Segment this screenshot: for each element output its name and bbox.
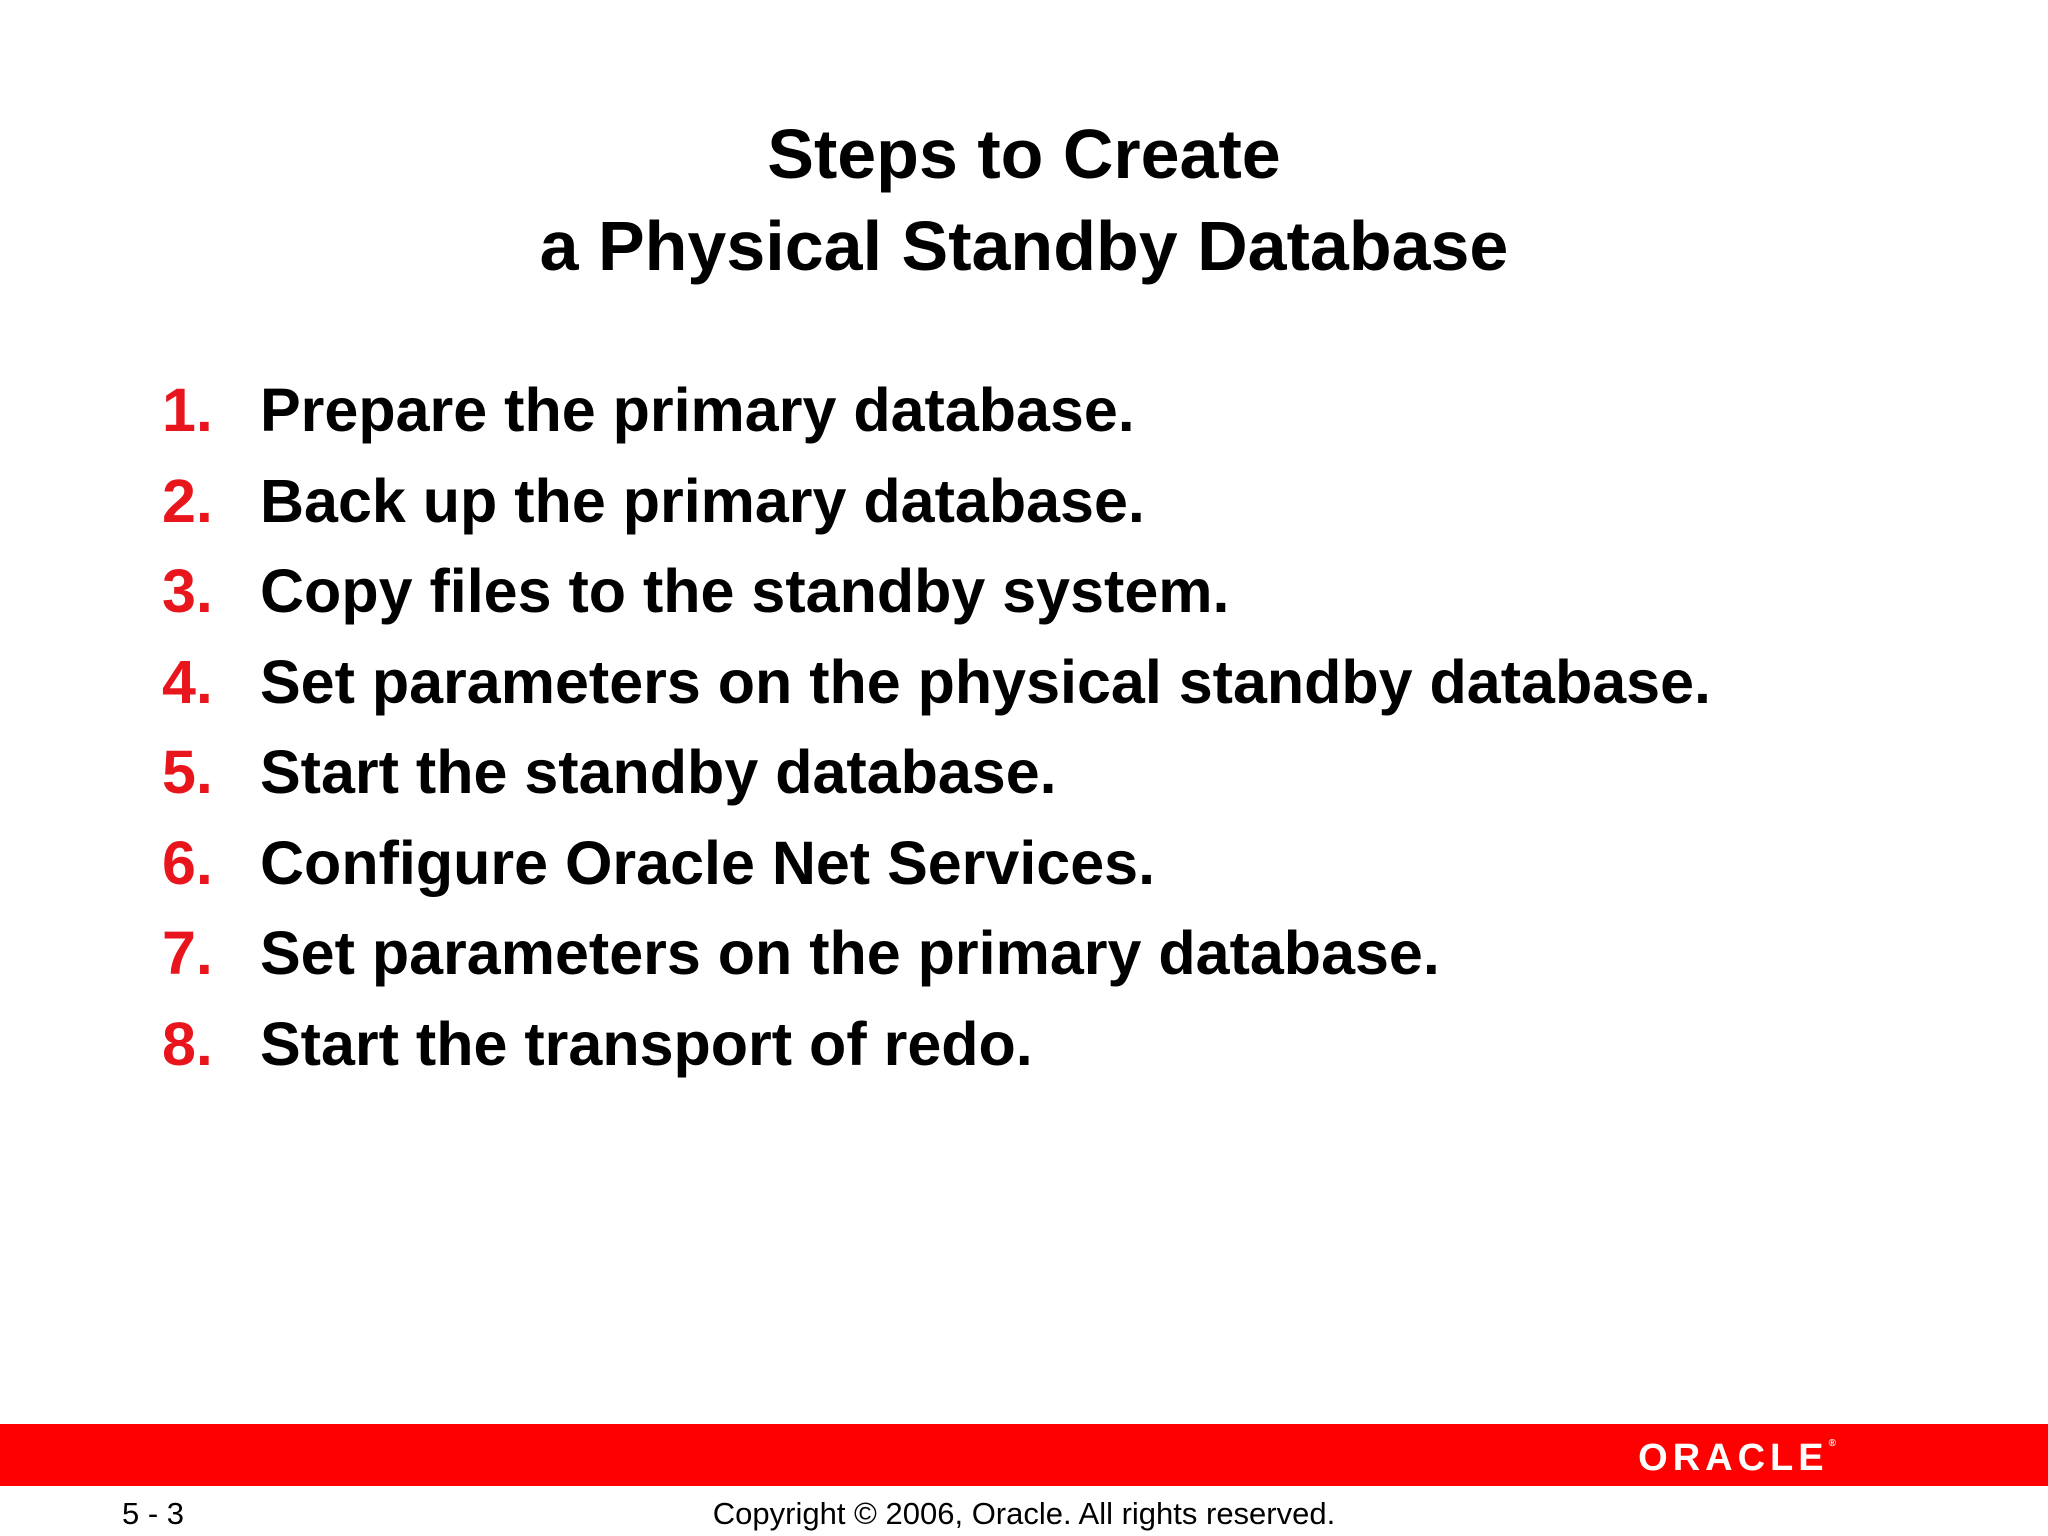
step-number: 5. <box>162 738 213 806</box>
step-number: 2. <box>162 466 213 535</box>
step-text: Back up the primary database. <box>260 466 1145 535</box>
step-item-4 <box>162 647 1711 738</box>
step-number: 3. <box>162 557 213 625</box>
step-item-3 <box>162 556 1711 647</box>
step-text: Set parameters on the primary database. <box>260 919 1440 987</box>
oracle-logo-text: ORACLE <box>1638 1437 1829 1479</box>
page-number: 5 - 3 <box>122 1496 185 1531</box>
oracle-logo <box>1638 1439 1836 1477</box>
slide-title-line-1: Steps to Create <box>767 115 1281 193</box>
step-item-7 <box>162 918 1711 1009</box>
registered-mark: ® <box>1828 1438 1836 1449</box>
step-text: Start the transport of redo. <box>260 1009 1033 1078</box>
step-item-8 <box>162 1009 1711 1100</box>
step-item-5 <box>162 737 1711 828</box>
step-text: Copy files to the standby system. <box>260 557 1230 625</box>
step-item-2 <box>162 466 1711 557</box>
steps-list <box>162 375 1711 1099</box>
slide-title <box>0 108 2048 292</box>
step-number: 1. <box>162 376 213 444</box>
step-item-6 <box>162 828 1711 919</box>
copyright-notice: Copyright © 2006, Oracle. All rights reserved. <box>712 1496 1336 1531</box>
step-number: 4. <box>162 647 213 716</box>
step-number: 8. <box>162 1009 213 1078</box>
step-item-1 <box>162 375 1711 466</box>
step-text: Set parameters on the physical standby database. <box>260 647 1711 716</box>
step-number: 6. <box>162 828 213 897</box>
step-text: Configure Oracle Net Services. <box>260 828 1156 897</box>
slide-title-line-2: a Physical Standby Database <box>539 207 1509 285</box>
step-text: Start the standby database. <box>260 738 1057 806</box>
step-text: Prepare the primary database. <box>260 376 1135 444</box>
step-number: 7. <box>162 919 213 987</box>
